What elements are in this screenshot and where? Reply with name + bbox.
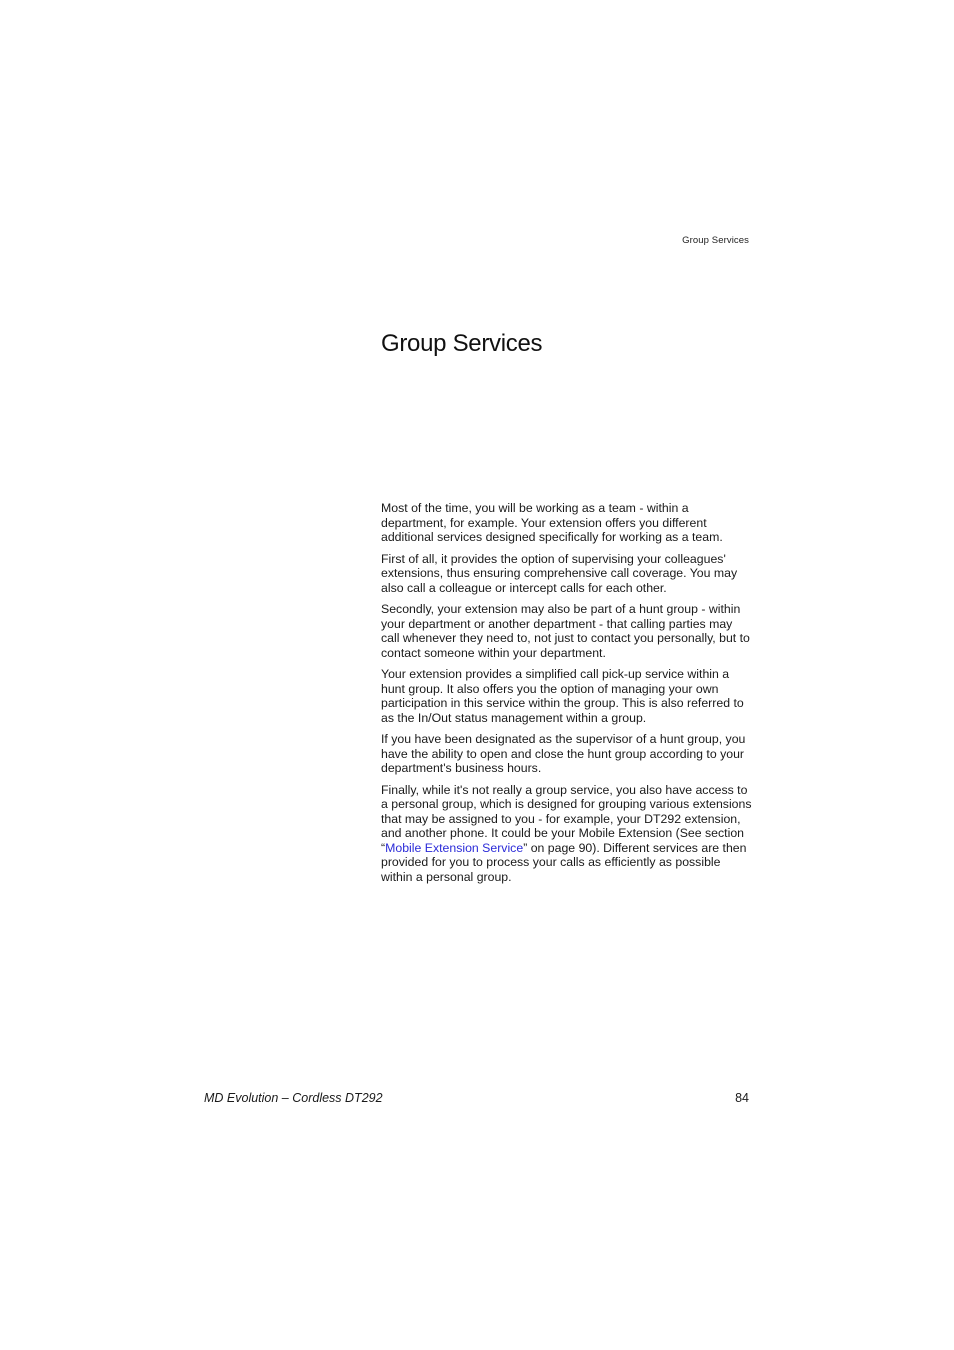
- page-title: Group Services: [381, 330, 543, 357]
- paragraph-text-after-link: ” on page 90). Different services are then provided for you to process your calls as efficiently as possible within a personal group.: [381, 840, 747, 884]
- paragraph-intro: Most of the time, you will be working as a team - within a department, for example. Your extension offers you different additional services designed specifically for working as a team.: [381, 501, 723, 544]
- paragraph-personal-group: [381, 783, 753, 885]
- footer-page-number: 84: [735, 1091, 749, 1105]
- mobile-extension-service-link[interactable]: Mobile Extension Service: [385, 840, 524, 855]
- paragraph-text-before-link: Finally, while it's not really a group service, you also have access to a personal group, which is designed for grouping various extensions that may be assigned to you - for example, your DT292 extension, and another phone. It could be your Mobile Extension (See section “: [381, 782, 752, 855]
- paragraph-call-pickup: Your extension provides a simplified call pick-up service within a hunt group. It also offers you the option of managing your own participation in this service within the group. This is also referred to as the In/Out status management within a group.: [381, 667, 744, 725]
- footer-doc-title: MD Evolution – Cordless DT292: [204, 1091, 383, 1105]
- paragraph-hunt-group: Secondly, your extension may also be part of a hunt group - within your department or another department - that calling parties may call whenever they need to, not just to contact you personally, but to contact someone within your department.: [381, 602, 750, 660]
- running-header: Group Services: [682, 235, 749, 246]
- paragraph-supervisor: If you have been designated as the supervisor of a hunt group, you have the ability to open and close the hunt group according to your department's business hours.: [381, 732, 746, 775]
- paragraph-supervising: First of all, it provides the option of supervising your colleagues' extensions, thus ensuring comprehensive call coverage. You may also call a colleague or intercept calls for each other.: [381, 551, 738, 595]
- body-text: [381, 501, 753, 891]
